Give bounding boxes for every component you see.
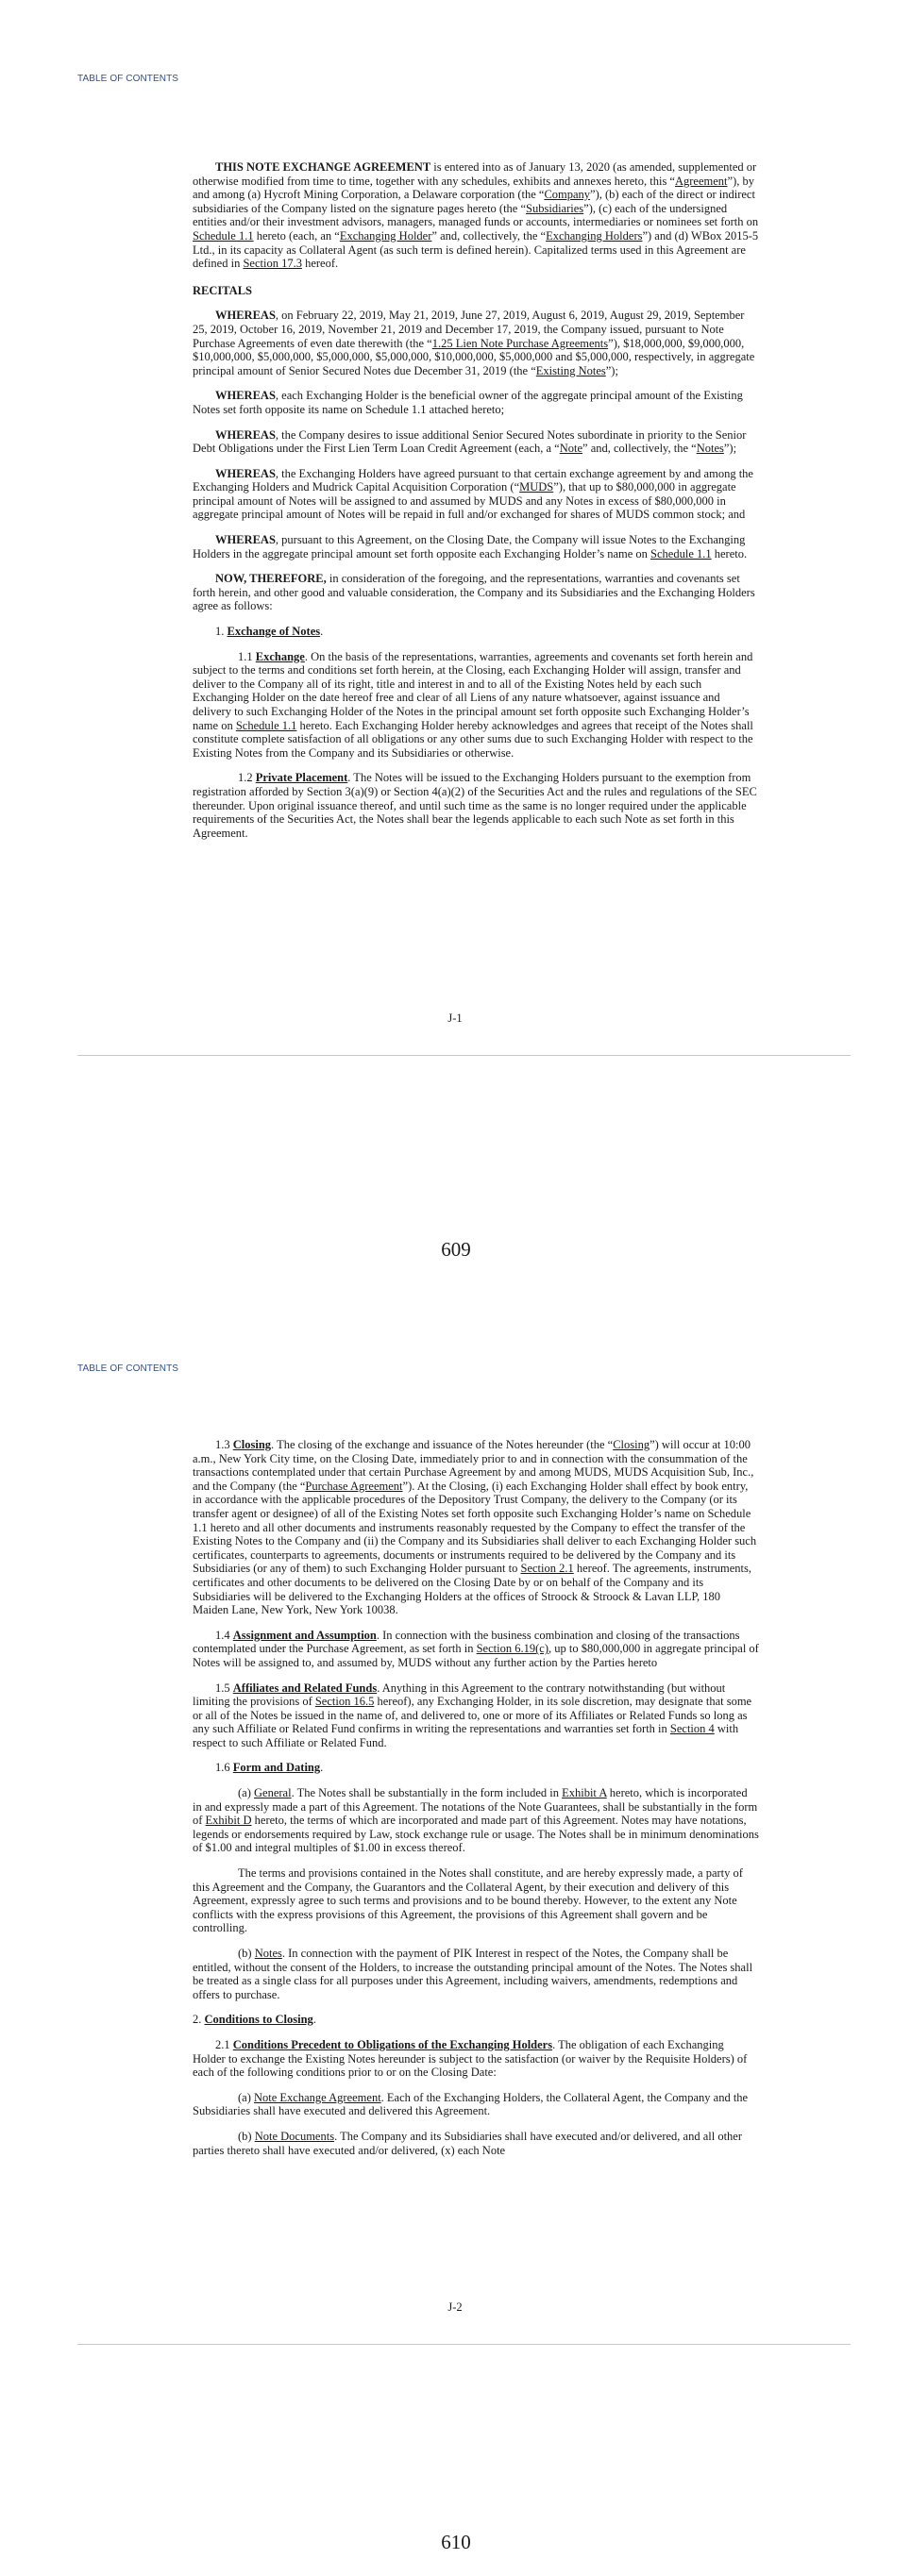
whereas-paragraph-2: WHEREAS, each Exchanging Holder is the beneficial owner of the aggregate principal amount of the Existing Notes set forth opposite its name on Schedule 1.1 attached hereto;	[193, 389, 743, 416]
section-2-1-a-paragraph: (a) Note Exchange Agreement. Each of the Exchanging Holders, the Collateral Agent, the Company and the Subsidiaries shall have executed and delivered this Agreement.	[193, 2090, 749, 2118]
now-therefore-paragraph: NOW, THEREFORE, in consideration of the foregoing, and the representations, warranties and covenants set forth herein, and other good and valuable consideration, the Company and its Subsidiaries and the Exchanging Holders agree as follows:	[193, 572, 755, 613]
intro-paragraph: THIS NOTE EXCHANGE AGREEMENT is entered into as of January 13, 2020 (as amended, supplemented or otherwise modified from time to time, together with any schedules, exhibits and annexes hereto, this “Agreement”), by and among (a) Hycroft Mining Corporation, a Delaware corporation (the “Company”), (b) each of the direct or indirect subsidiaries of the Company listed on the signature pages hereto (the “Subsidiaries”), (c) each of the undersigned entities and/or their investment advisors, managers, managed funds or accounts, intermediaries or nominees set forth on Schedule 1.1 hereto (each, an “Exchanging Holder” and, collectively, the “Exchanging Holders”) and (d) WBox 2015-5 Ltd., in its capacity as Collateral Agent (as such term is defined herein). Capitalized terms used in this Agreement are defined in Section 17.3 hereof.	[193, 160, 759, 271]
table-of-contents-link[interactable]: TABLE OF CONTENTS	[77, 74, 179, 84]
page-number: 610	[441, 2531, 471, 2553]
whereas-paragraph-1: WHEREAS, on February 22, 2019, May 21, 2019, June 27, 2019, August 6, 2019, August 29, 2019, September 25, 2019, October 16, 2019, November 21, 2019 and December 17, 2019, the Company issued, pursuant to Note Purchase Agreements of even date therewith (the “1.25 Lien Note Purchase Agreements”), $18,000,000, $9,000,000, $10,000,000, $5,000,000, $5,000,000, $5,000,000, $10,000,000, $5,000,000 and $5,000,000, respectively, in aggregate principal amount of Senior Secured Notes due December 31, 2019 (the “Existing Notes”);	[193, 309, 755, 377]
section-1-5-paragraph: 1.5 Affiliates and Related Funds. Anything in this Agreement to the contrary notwithstanding (but without limiting the provisions of Section 16.5 hereof), any Exchanging Holder, in its sole discretion, may designate that some or all of the Notes be issued in the name of, and delivered to, one or more of its Affiliates or Related Funds so long as any such Affiliate or Related Fund confirms in writing the representations and warranties set forth in Section 4 with respect to such Affiliate or Related Fund.	[193, 1681, 752, 1749]
whereas-paragraph-4: WHEREAS, the Exchanging Holders have agreed pursuant to that certain exchange agreement by and among the Exchanging Holders and Mudrick Capital Acquisition Corporation (“MUDS”), that up to $80,000,000 in aggregate principal amount of Notes will be assigned to and assumed by MUDS and any Notes in excess of $80,000,000 in aggregate principal amount of Notes will be repaid in full and/or exchanged for shares of MUDS common stock; and	[193, 466, 753, 522]
section-1-4-paragraph: 1.4 Assignment and Assumption. In connection with the business combination and closing of the transactions contemplated under the Purchase Agreement, as set forth in Section 6.19(c), up to $80,000,000 in aggregate principal of Notes will be assigned to, and assumed by, MUDS without any further action by the Parties hereto	[193, 1628, 759, 1669]
page-folio: J-1	[447, 1012, 463, 1025]
section-1-1-paragraph: 1.1 Exchange. On the basis of the representations, warranties, agreements and covenants set forth herein and subject to the terms and conditions set forth herein, at the Closing, each Exchanging Holder will assign, transfer and deliver to the Company all of its right, title and interest in and to all of the Existing Notes held by each such Exchanging Holder on the date hereof free and clear of all Liens of any nature whatsoever, against issuance and delivery to such Exchanging Holder of the Notes in the principal amount set forth opposite such Exchanging Holder’s name on Schedule 1.1 hereto. Each Exchanging Holder hereby acknowledges and agrees that receipt of the Notes shall constitute complete satisfaction of all obligations or any other sums due to such Exchanging Holder with respect to the Existing Notes from the Company and its Subsidiaries or otherwise.	[193, 649, 753, 760]
page-divider	[77, 2344, 851, 2345]
page-2-body	[193, 1438, 759, 2168]
table-of-contents-link[interactable]: TABLE OF CONTENTS	[77, 1363, 179, 1374]
section-1-heading: 1. Exchange of Notes.	[215, 625, 324, 639]
section-1-6-a-continued-paragraph: The terms and provisions contained in the Notes shall constitute, and are hereby expressly made, a party of this Agreement and the Company, the Guarantors and the Collateral Agent, by their execution and delivery of this Agreement, expressly agree to such terms and provisions and to be bound thereby. However, to the extent any Note conflicts with the express provisions of this Agreement, the provisions of this Agreement shall govern and be controlling.	[193, 1866, 743, 1935]
section-2-1-b-paragraph: (b) Note Documents. The Company and its Subsidiaries shall have executed and/or delivered, and all other parties thereto shall have executed and/or delivered, (x) each Note	[193, 2129, 743, 2157]
page-folio: J-2	[447, 2300, 463, 2314]
whereas-paragraph-5: WHEREAS, pursuant to this Agreement, on the Closing Date, the Company will issue Notes to the Exchanging Holders in the aggregate principal amount set forth opposite each Exchanging Holder’s name on Schedule 1.1 hereto.	[193, 533, 748, 560]
recitals-heading: RECITALS	[193, 283, 252, 297]
section-1-3-paragraph: 1.3 Closing. The closing of the exchange and issuance of the Notes hereunder (the “Closing”) will occur at 10:00 a.m., New York City time, on the Closing Date, immediately prior to and in connection with the consummation of the transactions contemplated under that certain Purchase Agreement by and among MUDS, MUDS Acquisition Sub, Inc., and the Company (the “Purchase Agreement”). At the Closing, (i) each Exchanging Holder shall effect by book entry, in accordance with the applicable procedures of the Depository Trust Company, the delivery to the Company (or its transfer agent or designee) of all of the Existing Notes set forth opposite such Exchanging Holder’s name on Schedule 1.1 hereto and all other documents and instruments reasonably requested by the Company to effect the transfer of the Existing Notes to the Company and (ii) the Company and its Subsidiaries shall deliver to each Exchanging Holder such certificates, counterparts to agreements, documents or instruments required to be delivered by the Company and its Subsidiaries (or any of them) to such Exchanging Holder pursuant to Section 2.1 hereof. The agreements, instruments, certificates and other documents to be delivered on the Closing Date by or on behalf of the Company and its Subsidiaries will be delivered to the Exchanging Holders at the offices of Stroock & Stroock & Lavan LLP, 180 Maiden Lane, New York, New York 10038.	[193, 1438, 757, 1617]
section-2-1-paragraph: 2.1 Conditions Precedent to Obligations of the Exchanging Holders. The obligation of each Exchanging Holder to exchange the Existing Notes hereunder is subject to the satisfaction (or waiver by the Requisite Holders) of each of the following conditions prior to or on the Closing Date:	[193, 2037, 748, 2080]
page-divider	[77, 1055, 851, 1056]
section-1-6-heading: 1.6 Form and Dating.	[215, 1761, 324, 1775]
page-number: 609	[441, 1238, 471, 1261]
page-1-body	[193, 160, 759, 851]
section-1-6-a-paragraph: (a) General. The Notes shall be substantially in the form included in Exhibit A hereto, which is incorporated in and expressly made a part of this Agreement. The notations of the Note Guarantees, shall be substantially in the form of Exhibit D hereto, the terms of which are incorporated and made part of this Agreement. Notes may have notations, legends or endorsements required by Law, stock exchange rule or usage. The Notes shall be in minimum denominations of $1.00 and integral multiples of $1.00 in excess thereof.	[193, 1786, 759, 1855]
section-1-2-paragraph: 1.2 Private Placement. The Notes will be issued to the Exchanging Holders pursuant to the exemption from registration afforded by Section 3(a)(9) or Section 4(a)(2) of the Securities Act and the rules and regulations of the SEC thereunder. Upon original issuance thereof, and until such time as the same is no longer required under the applicable requirements of the Securities Act, the Notes shall bear the legends applicable to each such Note as set forth in this Agreement.	[193, 771, 757, 840]
whereas-paragraph-3: WHEREAS, the Company desires to issue additional Senior Secured Notes subordinate in priority to the Senior Debt Obligations under the First Lien Term Loan Credit Agreement (each, a “Note” and, collectively, the “Notes”);	[193, 427, 747, 456]
section-2-heading: 2. Conditions to Closing.	[193, 2013, 316, 2027]
section-1-6-b-paragraph: (b) Notes. In connection with the payment of PIK Interest in respect of the Notes, the Company shall be entitled, without the consent of the Holders, to increase the outstanding principal amount of the Notes. The Notes shall be treated as a single class for all purposes under this Agreement, including waivers, amendments, redemptions and offers to purchase.	[193, 1947, 753, 2001]
